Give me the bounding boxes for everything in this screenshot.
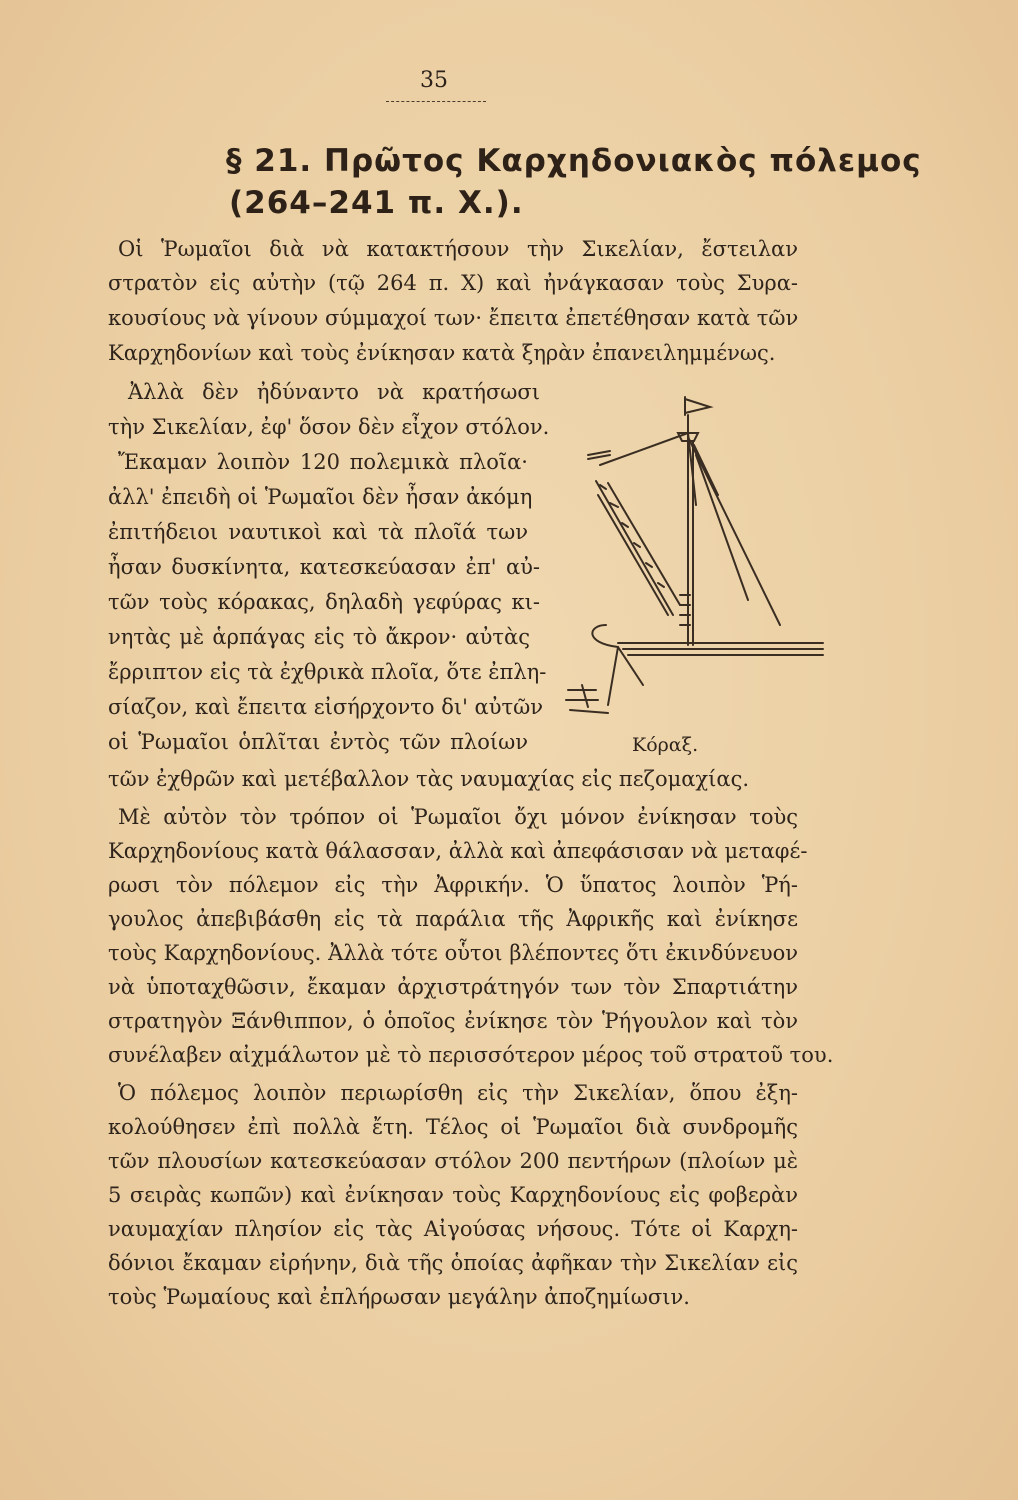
text-line: οἱ Ῥωμαῖοι ὁπλῖται ἐντὸς τῶν πλοίων — [108, 730, 528, 754]
text-line: τοὺς Καρχηδονίους. Ἀλλὰ τότε οὗτοι βλέποντες ὅτι ἐκινδύνευον — [108, 941, 798, 965]
section-title-line-2: (264–241 π. Χ.). — [229, 185, 524, 221]
text-line: στρατηγὸν Ξάνθιππον, ὁ ὁποῖος ἐνίκησε τὸν Ῥήγουλον καὶ τὸν — [108, 1009, 798, 1033]
text-line: κολούθησεν ἐπὶ πολλὰ ἔτη. Τέλος οἱ Ῥωμαῖοι διὰ συνδρομῆς — [108, 1115, 798, 1139]
figure-caption: Κόραξ. — [632, 734, 699, 756]
text-line: ἔρριπτον εἰς τὰ ἐχθρικὰ πλοῖα, ὅτε ἐπλη- — [108, 660, 547, 684]
text-line: συνέλαβεν αἰχμάλωτον μὲ τὸ περισσότερον μέρος τοῦ στρατοῦ του. — [108, 1043, 834, 1067]
text-line: γουλος ἀπεβιβάσθη εἰς τὰ παράλια τῆς Ἀφρικῆς καὶ ἐνίκησε — [108, 907, 798, 931]
text-line: Ἀλλὰ δὲν ἠδύναντο νὰ κρατήσωσι — [128, 380, 540, 404]
text-line: δόνιοι ἔκαμαν εἰρήνην, διὰ τῆς ὁποίας ἀφῆκαν τὴν Σικελίαν εἰς — [108, 1251, 798, 1275]
section-title — [226, 140, 926, 224]
text-line: τῶν ἐχθρῶν καὶ μετέβαλλον τὰς ναυμαχίας εἰς πεζομαχίας. — [108, 767, 750, 791]
page-number: 35 — [420, 68, 448, 93]
section-title-line-1: § 21. Πρῶτος Καρχηδονιακὸς πόλεμος — [226, 143, 922, 179]
text-line: Ἔκαμαν λοιπὸν 120 πολεμικὰ πλοῖα· — [118, 450, 528, 474]
text-line: 5 σειρὰς κωπῶν) καὶ ἐνίκησαν τοὺς Καρχηδονίους εἰς φοβερὰν — [108, 1183, 798, 1207]
text-line: Καρχηδονίων καὶ τοὺς ἐνίκησαν κατὰ ξηρὰν ἐπανειλημμένως. — [108, 341, 776, 365]
flag-mark — [685, 397, 710, 415]
text-line: τῶν τοὺς κόρακας, δηλαδὴ γεφύρας κι- — [108, 590, 540, 614]
text-line: τοὺς Ῥωμαίους καὶ ἐπλήρωσαν μεγάλην ἀποζημίωσιν. — [108, 1285, 690, 1309]
corvus-illustration — [548, 385, 828, 725]
text-line: Μὲ αὐτὸν τὸν τρόπον οἱ Ῥωμαῖοι ὄχι μόνον ἐνίκησαν τοὺς — [118, 805, 798, 829]
text-line: νὰ ὑποταχθῶσιν, ἔκαμαν ἀρχιστράτηγόν των τὸν Σπαρτιάτην — [108, 975, 798, 999]
text-line: Οἱ Ῥωμαῖοι διὰ νὰ κατακτήσουν τὴν Σικελίαν, ἔστειλαν — [118, 237, 798, 261]
page-number-rule — [386, 101, 486, 102]
text-line: ἐπιτήδειοι ναυτικοὶ καὶ τὰ πλοῖά των — [108, 520, 528, 544]
text-line: νητὰς μὲ ἁρπάγας εἰς τὸ ἄκρον· αὐτὰς — [108, 625, 530, 649]
text-line: ἦσαν δυσκίνητα, κατεσκεύασαν ἐπ' αὐ- — [108, 555, 540, 579]
text-line: κουσίους νὰ γίνουν σύμμαχοί των· ἔπειτα ἐπετέθησαν κατὰ τῶν — [108, 306, 799, 330]
text-line: ἀλλ' ἐπειδὴ οἱ Ῥωμαῖοι δὲν ἦσαν ἀκόμη — [108, 485, 533, 509]
text-line: σίαζον, καὶ ἔπειτα εἰσήρχοντο δι' αὐτῶν — [108, 695, 543, 719]
text-line: Ὁ πόλεμος λοιπὸν περιωρίσθη εἰς τὴν Σικελίαν, ὅπου ἐξη- — [118, 1081, 798, 1105]
text-line: Καρχηδονίους κατὰ θάλασσαν, ἀλλὰ καὶ ἀπεφάσισαν νὰ μεταφέ- — [108, 839, 808, 863]
text-line: στρατὸν εἰς αὐτὴν (τῷ 264 π. Χ) καὶ ἠνάγκασαν τοὺς Συρα- — [108, 271, 798, 295]
text-line: τῶν πλουσίων κατεσκεύασαν στόλον 200 πεντήρων (πλοίων μὲ — [108, 1149, 798, 1173]
text-line: τὴν Σικελίαν, ἐφ' ὅσον δὲν εἶχον στόλον. — [108, 415, 550, 439]
text-line: ναυμαχίαν πλησίον εἰς τὰς Αἰγούσας νήσους. Τότε οἱ Καρχη- — [108, 1217, 798, 1241]
text-line: ρωσι τὸν πόλεμον εἰς τὴν Ἀφρικήν. Ὁ ὕπατος λοιπὸν Ῥή- — [108, 873, 798, 897]
